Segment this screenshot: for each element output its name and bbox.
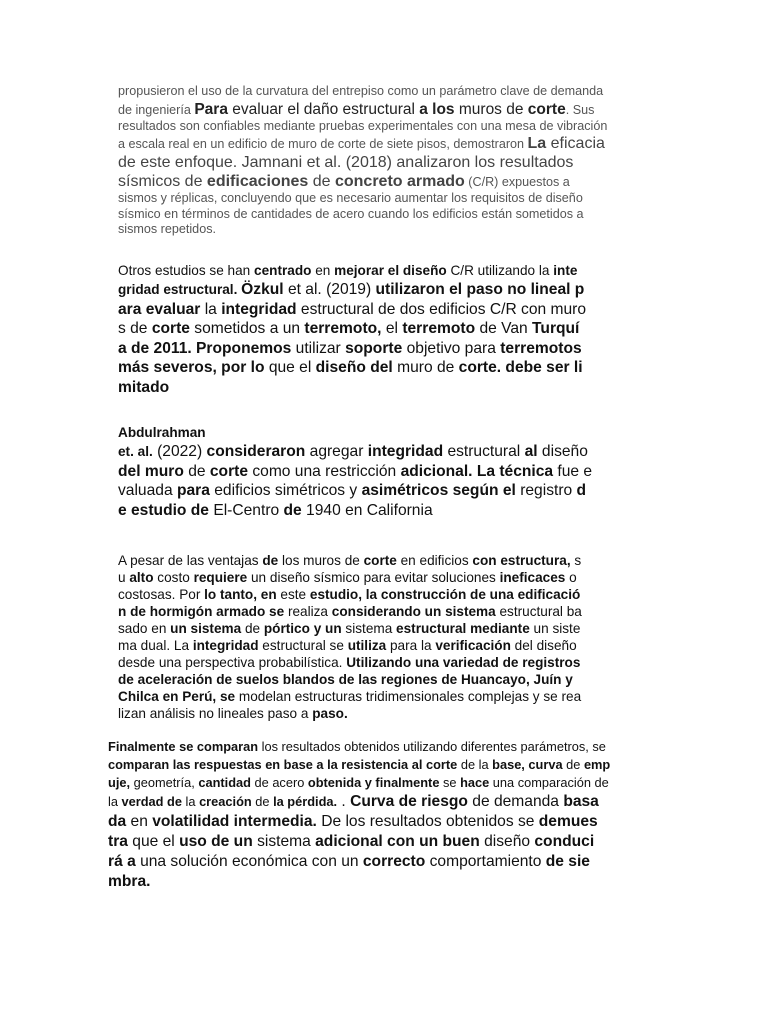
text-run: de [183, 462, 210, 480]
text-run: diseño [479, 833, 535, 850]
text-run: 1940 en California [301, 501, 433, 519]
text-run: e estudio de [118, 501, 209, 519]
text-run: tra [108, 833, 128, 850]
text-run: desde una perspectiva probabilística. [118, 655, 347, 670]
text-run: de [562, 757, 584, 772]
text-run: el [381, 320, 403, 337]
text-run: sado en [118, 621, 171, 636]
p1-line-9: sismos repetidos. [118, 222, 216, 237]
text-run: . Sus [565, 102, 595, 117]
p2-line-2 [118, 280, 648, 300]
text-run: concreto armado [334, 173, 465, 191]
text-run: lizan análisis no lineales paso a [118, 706, 313, 721]
text-run: un sistema [170, 621, 242, 636]
text-run: s de [118, 320, 152, 337]
text-run: corte [209, 462, 249, 480]
text-run: utiliza [347, 638, 387, 653]
text-run: utilizaron el paso no lineal p [375, 281, 585, 298]
text-run: adicional. La técnica [400, 462, 554, 480]
text-run: del diseño [510, 638, 577, 653]
text-run: hace [460, 775, 490, 790]
text-run: los resultados obtenidos utilizando diferentes parámetros, se [258, 739, 606, 754]
text-run: terremotos [500, 339, 582, 357]
text-run: u [118, 570, 130, 585]
text-run: del muro [118, 462, 184, 480]
p2-line-6 [118, 358, 648, 378]
paragraph-3 [118, 424, 648, 520]
p5-line-7 [108, 852, 658, 872]
text-run: mejorar el diseño [334, 263, 447, 278]
p2-line-4 [118, 319, 648, 339]
text-run: integridad [367, 443, 444, 460]
p1-line-3: resultados son confiables mediante pruebas experimentales con una mesa de vibración [118, 118, 608, 133]
text-run: estructural [443, 443, 525, 460]
text-run: de demanda [467, 793, 564, 810]
text-run: integridad [192, 638, 259, 653]
text-run: et. al. [118, 444, 153, 459]
text-run: de [283, 501, 302, 519]
p2-line-7: mitado [118, 378, 170, 396]
text-run: edificaciones [206, 173, 309, 191]
p1-line-7: sismos y réplicas, concluyendo que es necesario aumentar los requisitos de diseño [118, 191, 583, 206]
text-run: El-Centro [208, 501, 284, 519]
text-run: . [337, 793, 351, 810]
text-run: (C/R) expuestos a [464, 175, 570, 190]
p3-line-5 [118, 501, 648, 521]
text-run: de ingeniería [118, 102, 195, 117]
p3-line-3 [118, 462, 648, 482]
p4-line-10 [118, 705, 648, 722]
text-run: estructural de dos edificios C/R con muro [296, 300, 587, 318]
p2-line-5 [118, 339, 648, 359]
text-run: la [181, 794, 200, 809]
text-run: consideraron [206, 443, 306, 460]
p5-line-8: mbra. [108, 873, 151, 890]
text-run: n de hormigón armado se [118, 604, 285, 619]
text-run: una comparación de [489, 775, 609, 790]
p5-line-1 [108, 738, 658, 756]
text-run: sistema [341, 621, 397, 636]
text-run: costo [153, 570, 194, 585]
text-run: de sie [545, 853, 590, 870]
text-run: considerando un sistema [331, 604, 496, 619]
text-run: a de 2011. Proponemos [118, 339, 292, 357]
text-run: para [176, 482, 210, 499]
text-run: obtenida y finalmente [307, 775, 440, 790]
text-run: agregar [305, 443, 368, 460]
text-run: costosas. Por [118, 587, 205, 602]
p1-line-4 [118, 134, 648, 153]
text-run: valuada [118, 482, 177, 499]
text-run: muro de [392, 359, 459, 376]
text-run: de [308, 173, 335, 191]
text-run: sistema [252, 833, 316, 850]
text-run: de acero [250, 775, 308, 790]
text-run: De los resultados obtenidos se [316, 813, 539, 830]
text-run: gridad estructural. [118, 282, 242, 297]
text-run: creación [199, 794, 252, 809]
p1-line-6 [118, 172, 648, 191]
text-run: C/R utilizando la [446, 263, 554, 278]
text-run: sísmicos de [118, 173, 207, 191]
text-run: (2022) [152, 443, 207, 460]
text-run: base, curva [492, 757, 563, 772]
p5-line-5 [108, 812, 658, 832]
text-run: requiere [193, 570, 248, 585]
text-run: corte [527, 100, 566, 118]
p1-line-1: propusieron el uso de la curvatura del entrepiso como un parámetro clave de demanda [118, 84, 604, 98]
text-run: pórtico y un [263, 621, 342, 636]
text-run: uso de un [179, 833, 253, 850]
text-run: alto [129, 570, 154, 585]
text-run: correcto [362, 853, 426, 870]
p4-line-5 [118, 620, 648, 637]
text-run: Turquí [532, 320, 580, 337]
text-run: de la [457, 757, 493, 772]
text-run: estructural mediante [396, 621, 530, 636]
p1-line-5: de este enfoque. Jamnani et al. (2018) analizaron los resultados [118, 154, 574, 172]
text-run: se [439, 775, 461, 790]
text-run: modelan estructuras tridimensionales complejas y se rea [235, 689, 582, 704]
text-run: estudio, la construcción de una edificació [309, 587, 581, 602]
text-run: diseño [537, 443, 588, 460]
p2-line-3 [118, 300, 648, 320]
text-run: Otros estudios se han [118, 263, 255, 278]
text-run: de [241, 621, 264, 636]
text-run: basa [563, 793, 599, 810]
text-run: evaluar el daño estructural [227, 100, 420, 118]
text-run: centrado [254, 263, 312, 278]
text-run: con estructura, [472, 553, 571, 568]
text-run: Chilca en Perú, se [118, 689, 236, 704]
text-run: que el [127, 833, 180, 850]
paragraph-1 [118, 84, 648, 238]
text-run: Para [194, 100, 228, 118]
paragraph-2 [118, 262, 648, 397]
text-run: que el [264, 359, 316, 376]
text-run: ma dual. La [118, 638, 193, 653]
text-run: corte. debe ser li [458, 359, 583, 376]
p4-line-3 [118, 586, 648, 603]
text-run: geometría, [130, 775, 199, 790]
text-run: integridad [221, 300, 297, 318]
text-run: un diseño sísmico para evitar soluciones [247, 570, 500, 585]
text-run: uje, [108, 775, 131, 790]
text-run: comportamiento [425, 853, 546, 870]
p3-line-4 [118, 481, 648, 501]
text-run: para la [386, 638, 436, 653]
text-run: emp [583, 757, 611, 772]
p5-line-4 [108, 792, 658, 812]
text-run: A pesar de las ventajas [118, 553, 263, 568]
p5-line-2 [108, 756, 658, 774]
p4-line-1 [118, 552, 648, 569]
p3-line-2 [118, 442, 648, 462]
text-run: un siste [529, 621, 581, 636]
p3-line-1: Abdulrahman [118, 425, 206, 440]
text-run: la [200, 300, 222, 318]
text-run: La [527, 135, 547, 153]
text-run: a escala real en un edificio de muro de corte de siete pisos, demostraron [118, 137, 528, 152]
p2-line-1 [118, 262, 648, 280]
text-run: al [524, 443, 538, 460]
text-run: de [262, 553, 279, 568]
text-run: inte [553, 263, 578, 278]
text-run: s [570, 553, 582, 568]
text-run: ineficaces [499, 570, 566, 585]
p5-line-6 [108, 832, 658, 852]
text-run: estructural ba [495, 604, 582, 619]
text-run: en [126, 813, 153, 830]
text-run: la pérdida. [273, 794, 338, 809]
text-run: corte [151, 320, 190, 337]
text-run: demues [538, 813, 598, 830]
text-run: este [276, 587, 310, 602]
text-run: registro [515, 482, 577, 499]
text-run: de Van [475, 320, 533, 337]
p4-line-7 [118, 654, 648, 671]
text-run: una solución económica con un [135, 853, 363, 870]
text-run: rá a [108, 853, 136, 870]
text-run: o [565, 570, 577, 585]
text-run: terremoto, [304, 320, 382, 337]
paragraph-4 [118, 552, 648, 722]
text-run: estructural se [258, 638, 348, 653]
text-run: realiza [284, 604, 332, 619]
text-run: asimétricos según el [361, 482, 516, 499]
text-run: los muros de [278, 553, 364, 568]
text-run: adicional con un buen [315, 833, 480, 850]
text-run: más severos, por lo [118, 359, 265, 376]
text-run: terremoto [402, 320, 476, 337]
text-run: Curva de riesgo [350, 793, 468, 810]
text-run: a los [419, 100, 455, 118]
text-run: corte [363, 553, 397, 568]
text-run: soporte [345, 339, 403, 357]
p4-line-8: de aceleración de suelos blandos de las regiones de Huancayo, Juín y [118, 672, 573, 687]
text-run: Finalmente se comparan [108, 739, 259, 754]
text-run: Özkul [241, 281, 284, 298]
p4-line-9 [118, 688, 648, 705]
text-run: la [108, 794, 122, 809]
text-run: muros de [454, 100, 528, 118]
text-run: objetivo para [402, 339, 501, 357]
p4-line-4 [118, 603, 648, 620]
text-run: eficacia [546, 135, 605, 153]
text-run: como una restricción [248, 462, 401, 480]
text-run: verificación [435, 638, 511, 653]
text-run: et al. (2019) [283, 281, 376, 298]
text-run: paso. [312, 706, 348, 721]
text-run: d [576, 482, 587, 499]
text-run: sometidos a un [189, 320, 305, 337]
text-run: volatilidad intermedia. [152, 813, 317, 830]
text-run: utilizar [291, 339, 346, 357]
text-run: verdad de [121, 794, 182, 809]
p1-line-2 [118, 100, 648, 119]
p4-line-2 [118, 569, 648, 586]
p5-line-3 [108, 774, 658, 792]
text-run: en edificios [396, 553, 473, 568]
p4-line-6 [118, 637, 648, 654]
text-run: en [311, 263, 335, 278]
text-run: edificios simétricos y [209, 482, 362, 499]
text-run: ara evaluar [118, 300, 201, 318]
text-run: da [108, 813, 127, 830]
text-run: Utilizando una variedad de registros [346, 655, 581, 670]
text-run: conduci [534, 833, 595, 850]
text-run: cantidad [198, 775, 251, 790]
text-run: comparan las respuestas en base a la resistencia al corte [108, 757, 458, 772]
text-run: lo tanto, en [204, 587, 277, 602]
p1-line-8: sísmico en términos de cantidades de acero cuando los edificios están sometidos a [118, 206, 584, 221]
text-run: de [251, 794, 274, 809]
paragraph-5 [108, 738, 658, 892]
text-run: diseño del [315, 359, 393, 376]
text-run: fue e [553, 462, 593, 480]
